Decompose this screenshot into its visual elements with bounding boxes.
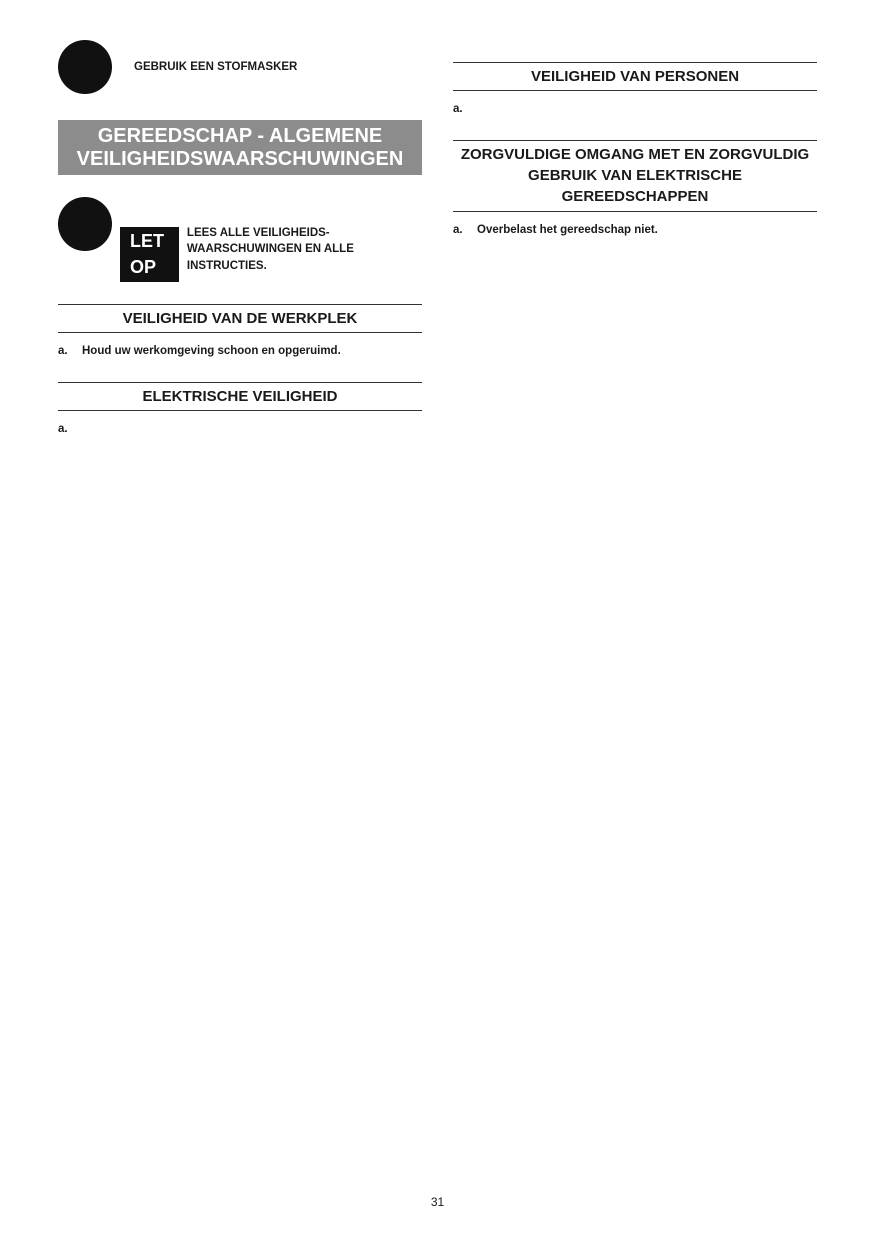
general-safety-banner: GEREEDSCHAP - ALGEMENE VEILIGHEIDSWAARSCHUWINGEN <box>58 120 422 175</box>
dust-mask-row <box>58 40 422 94</box>
right-column <box>453 40 817 439</box>
left-sections <box>58 304 422 437</box>
read-manual-icon <box>58 197 112 251</box>
list-item <box>58 343 422 359</box>
right-sections <box>453 62 817 238</box>
list-item <box>58 421 422 437</box>
item-bold-text: Overbelast het gereedschap niet. <box>477 223 658 236</box>
left-column <box>58 40 422 439</box>
item-letter: a. <box>58 345 68 358</box>
warning-tag: LET OP <box>120 227 179 282</box>
section-title: ELEKTRISCHE VEILIGHEID <box>58 382 422 411</box>
list-item <box>453 222 817 238</box>
warning-row <box>58 197 422 282</box>
section-title: VEILIGHEID VAN DE WERKPLEK <box>58 304 422 333</box>
item-bold-text: Houd uw werkomgeving schoon en opgeruimd. <box>82 345 341 358</box>
dust-mask-label: GEBRUIK EEN STOFMASKER <box>134 60 298 73</box>
warning-text: LEES ALLE VEILIGHEIDS-WAARSCHUWINGEN EN ALLE INSTRUCTIES. <box>186 227 354 272</box>
item-letter: a. <box>453 223 463 236</box>
section-title: VEILIGHEID VAN PERSONEN <box>453 62 817 91</box>
page-number: 31 <box>430 1194 445 1209</box>
dust-mask-icon <box>58 40 112 94</box>
item-letter: a. <box>453 103 463 116</box>
list-item <box>453 101 817 117</box>
item-text <box>82 343 341 359</box>
item-letter: a. <box>58 423 68 436</box>
section-title: ZORGVULDIGE OMGANG MET EN ZORGVULDIG GEBRUIK VAN ELEKTRISCHE GEREEDSCHAPPEN <box>453 140 817 212</box>
item-text <box>477 222 658 238</box>
